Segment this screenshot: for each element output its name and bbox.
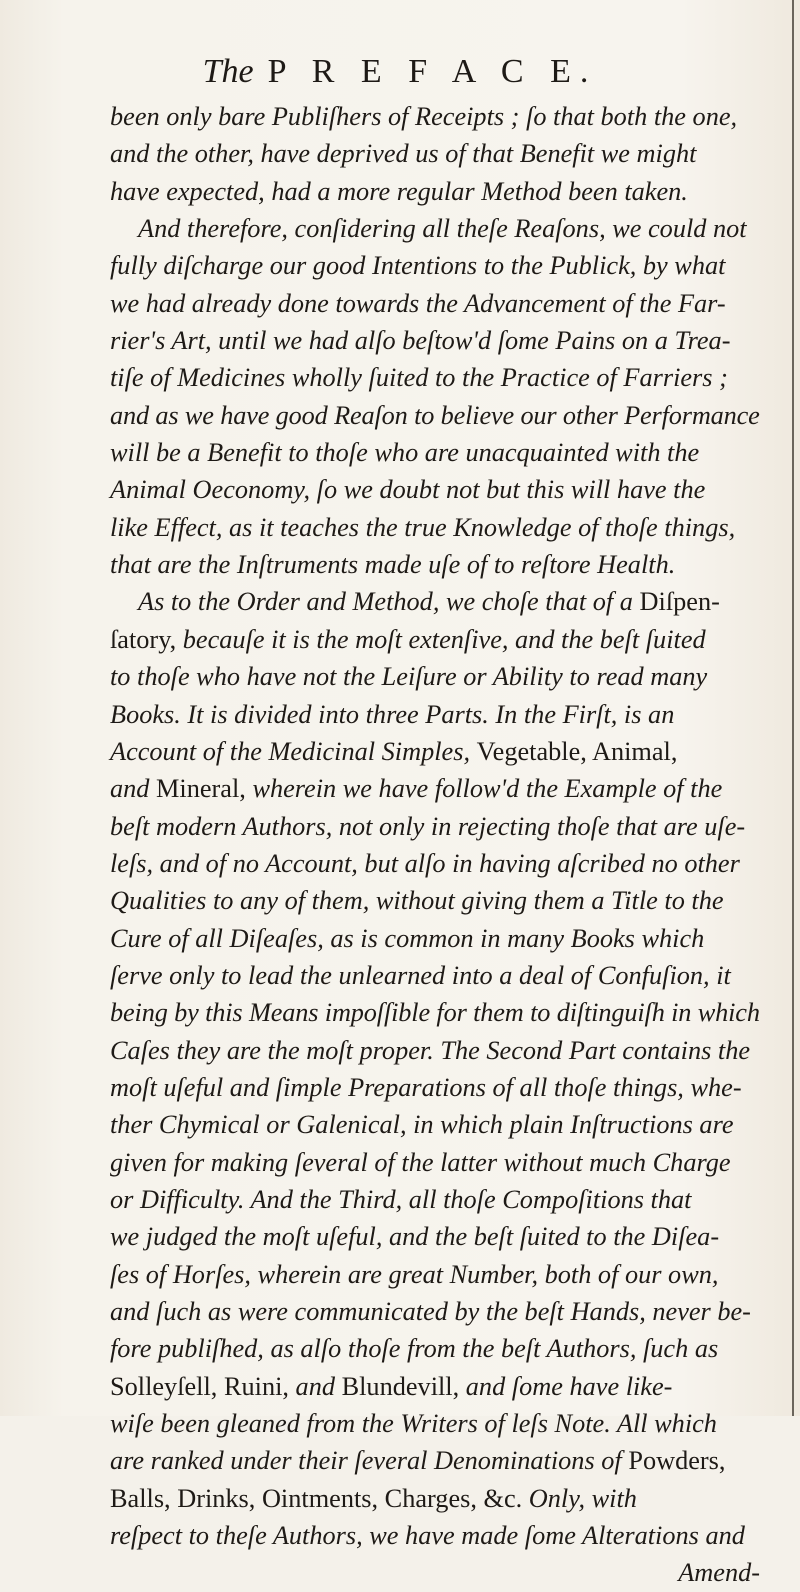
text-line	[110, 658, 760, 695]
text-line	[110, 1442, 760, 1479]
text-run: moſt uſeful and ſimple Preparations of all thoſe things, whe-	[110, 1072, 742, 1102]
text-run-roman: Vegetable, Animal,	[476, 736, 678, 766]
text-line	[110, 1517, 760, 1554]
text-line	[110, 845, 760, 882]
text-run: wiſe been gleaned from the Writers of leſs Note. All which	[110, 1409, 717, 1439]
text-line	[110, 322, 760, 359]
text-run: given for making ſeveral of the latter without much Charge	[110, 1147, 731, 1177]
text-line	[110, 173, 760, 210]
text-line	[110, 733, 760, 770]
text-line	[110, 1293, 760, 1330]
text-line	[110, 98, 760, 135]
catchword-text: Amend-	[678, 1558, 760, 1588]
text-run: wherein we have follow'd the Example of the	[252, 774, 723, 804]
text-run-roman: Balls, Drinks, Ointments, Charges, &c.	[110, 1483, 529, 1513]
text-run: Cure of all Diſeaſes, as is common in many Books which	[110, 923, 705, 953]
text-run: beſt modern Authors, not only in rejecting thoſe that are uſe-	[110, 811, 746, 841]
text-line	[110, 434, 760, 471]
text-run: reſpect to theſe Authors, we have made ſome Alterations and	[110, 1521, 745, 1551]
text-line	[110, 994, 760, 1031]
text-run: we had already done towards the Advancement of the Far-	[110, 288, 726, 318]
page-edge	[792, 0, 794, 1416]
text-line	[110, 1405, 760, 1442]
text-line	[110, 135, 760, 172]
text-run: tiſe of Medicines wholly ſuited to the Practice of Farriers ;	[110, 363, 728, 393]
text-run: and	[110, 774, 157, 804]
text-run: leſs, and of no Account, but alſo in having aſcribed no other	[110, 848, 740, 878]
text-run: and	[295, 1371, 342, 1401]
text-run: been only bare Publiſhers of Receipts ; ſo that both the one,	[110, 102, 738, 131]
running-head-title: P R E F A C E.	[267, 53, 598, 90]
text-line	[110, 1106, 760, 1143]
text-line	[110, 1330, 760, 1367]
text-line	[110, 397, 760, 434]
text-line	[110, 546, 760, 583]
text-line	[110, 696, 760, 733]
text-line	[110, 1181, 760, 1218]
text-run: ſerve only to lead the unlearned into a deal of Confuſion, it	[110, 960, 731, 990]
text-line	[110, 1480, 760, 1517]
text-line	[110, 1218, 760, 1255]
text-run: are ranked under their ſeveral Denominations of	[110, 1446, 629, 1476]
text-run: have expected, had a more regular Method been taken.	[110, 176, 688, 206]
text-line	[110, 808, 760, 845]
text-line	[110, 621, 760, 658]
text-run-roman: ſatory,	[110, 624, 183, 654]
text-line	[110, 359, 760, 396]
text-run: Only, with	[528, 1483, 637, 1513]
text-run: And therefore, conſidering all theſe Reaſons, we could not	[138, 214, 747, 244]
text-run: and as we have good Reaſon to believe our other Performance	[110, 400, 760, 430]
text-line	[110, 285, 760, 322]
text-run: becauſe it is the moſt extenſive, and the beſt ſuited	[182, 624, 706, 654]
text-run-roman: Diſpen-	[639, 587, 720, 617]
text-run: fully diſcharge our good Intentions to the Publick, by what	[110, 251, 726, 281]
text-line	[110, 1032, 760, 1069]
text-line	[110, 1256, 760, 1293]
text-run: ſes of Horſes, wherein are great Number, both of our own,	[110, 1259, 719, 1289]
text-run-roman: Mineral,	[156, 774, 253, 804]
text-run: rier's Art, until we had alſo beſtow'd ſome Pains on a Trea-	[110, 326, 731, 356]
text-run: to thoſe who have not the Leiſure or Ability to read many	[110, 662, 708, 692]
text-run: and the other, have deprived us of that Benefit we might	[110, 139, 697, 169]
text-run-roman: Solleyſell, Ruini,	[110, 1371, 296, 1401]
text-line	[110, 210, 760, 247]
text-run: As to the Order and Method, we choſe that of a	[138, 587, 640, 617]
text-run: we judged the moſt uſeful, and the beſt ſuited to the Diſea-	[110, 1222, 720, 1252]
text-line	[110, 920, 760, 957]
text-line	[110, 509, 760, 546]
text-run: Animal Oeconomy, ſo we doubt not but this will have the	[110, 475, 706, 505]
running-head	[0, 52, 800, 92]
text-line	[110, 1144, 760, 1181]
text-run-roman: Powders,	[628, 1446, 726, 1476]
text-run: Books. It is divided into three Parts. In the Firſt, is an	[110, 699, 675, 729]
text-line	[110, 471, 760, 508]
text-run: that are the Inſtruments made uſe of to reſtore Health.	[110, 550, 676, 580]
text-run: like Effect, as it teaches the true Knowledge of thoſe things,	[110, 512, 736, 542]
text-run: or Difficulty. And the Third, all thoſe Compoſitions that	[110, 1184, 692, 1214]
text-run-roman: Blundevill,	[341, 1371, 466, 1401]
text-run: Account of the Medicinal Simples,	[110, 736, 477, 766]
preface-body	[110, 98, 760, 1592]
text-line	[110, 957, 760, 994]
running-head-prefix: The	[202, 53, 254, 90]
text-line	[110, 247, 760, 284]
text-line	[110, 770, 760, 807]
text-run: Caſes they are the moſt proper. The Second Part contains the	[110, 1035, 751, 1065]
text-run: will be a Benefit to thoſe who are unacquainted with the	[110, 438, 700, 468]
text-run: being by this Means impoſſible for them to diſtinguiſh in which	[110, 998, 760, 1028]
text-run: ther Chymical or Galenical, in which plain Inſtructions are	[110, 1110, 734, 1140]
text-run: fore publiſhed, as alſo thoſe from the beſt Authors, ſuch as	[110, 1334, 719, 1364]
catchword	[110, 1554, 760, 1591]
text-run: and ſuch as were communicated by the beſt Hands, never be-	[110, 1297, 751, 1326]
text-run: Qualities to any of them, without giving them a Title to the	[110, 886, 724, 916]
text-line	[110, 1368, 760, 1405]
text-run: and ſome have like-	[465, 1371, 673, 1401]
text-line	[110, 583, 760, 620]
text-line	[110, 1069, 760, 1106]
text-line	[110, 882, 760, 919]
